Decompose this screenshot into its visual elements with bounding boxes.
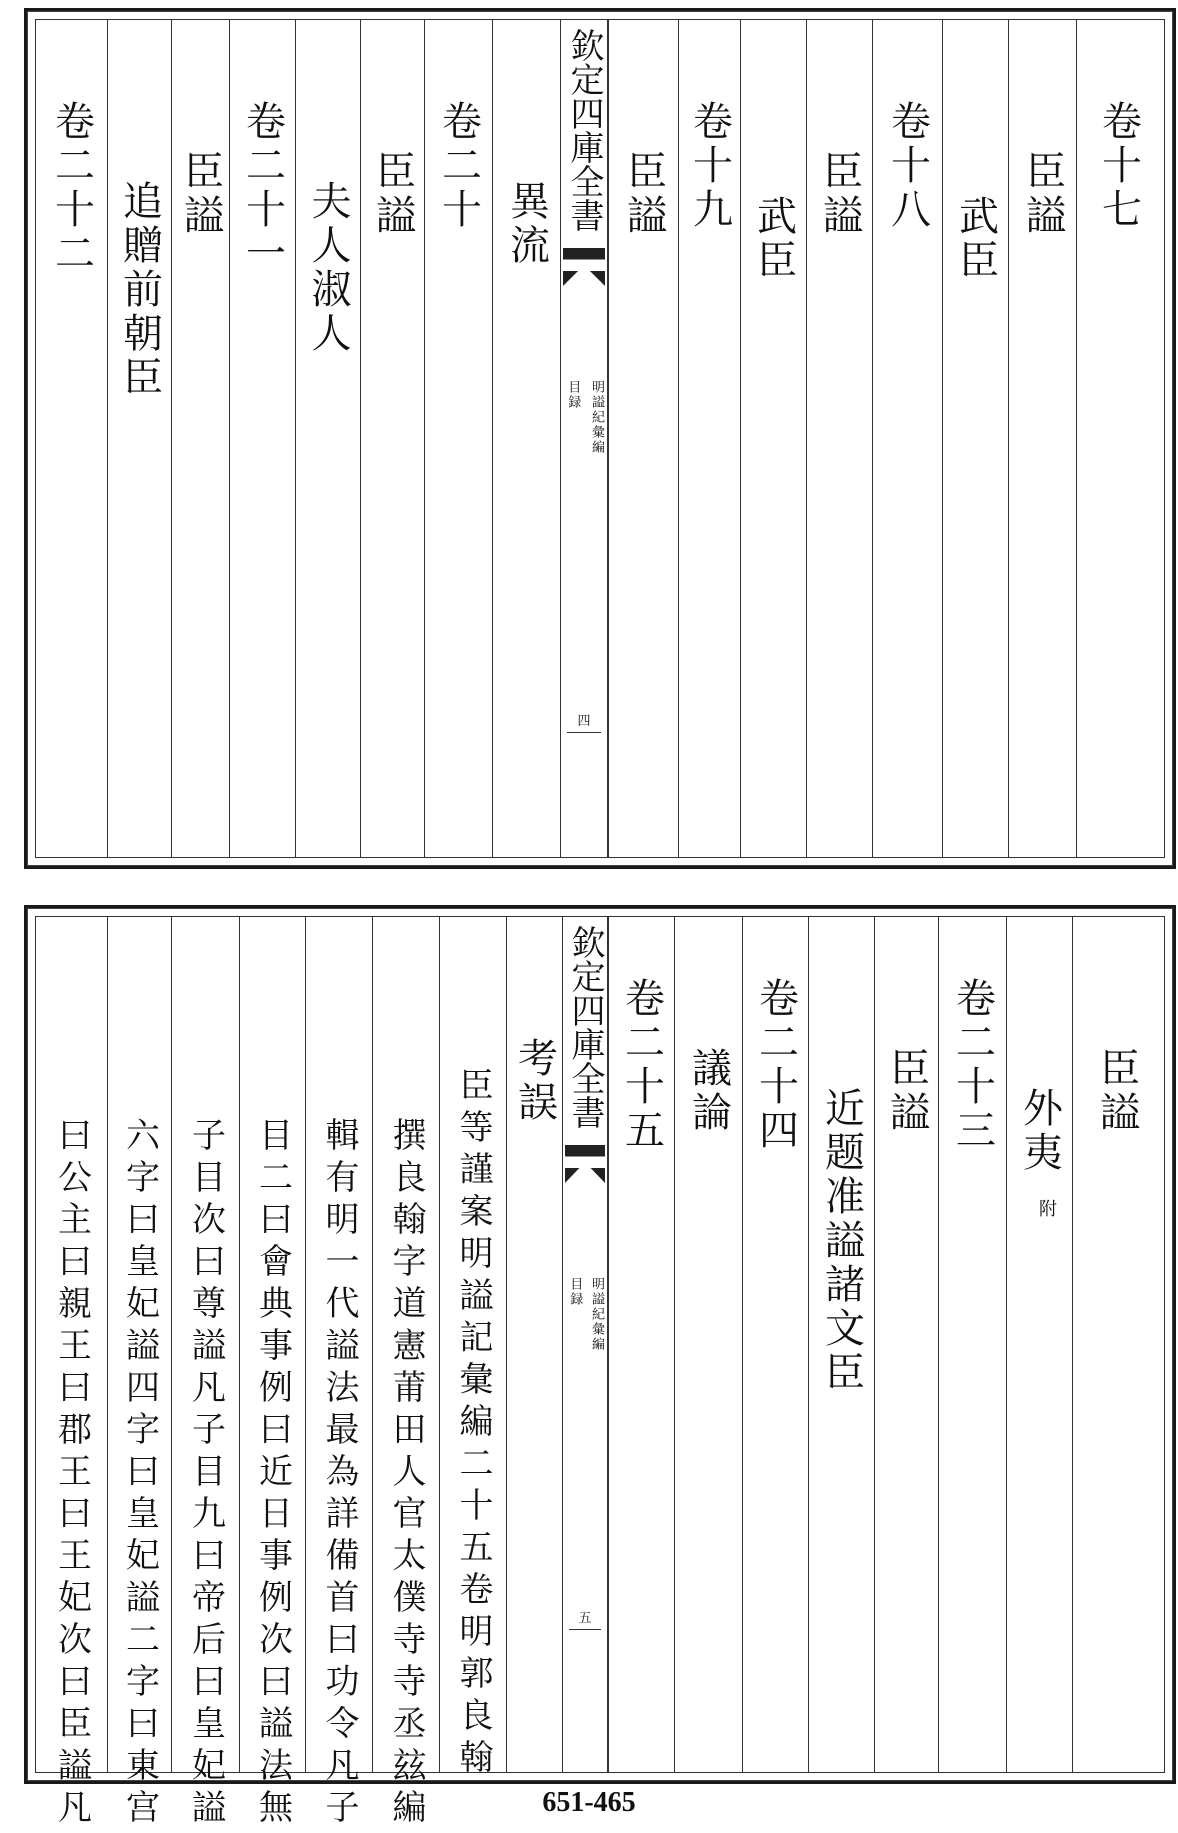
column [872, 20, 942, 857]
column-text: 曰公主曰親王曰郡王曰王妃次曰臣謚凡 [51, 1117, 92, 1831]
column [239, 917, 305, 1831]
column-text: 臣謚 [1093, 1047, 1140, 1135]
column-text: 追贈前朝臣 [116, 180, 163, 400]
column [424, 20, 492, 857]
column [372, 917, 439, 1831]
annotation-note: 附 [1036, 1199, 1057, 1217]
column [305, 917, 372, 1831]
column-text: 輯有明一代謚法最為詳備首曰功令凡子 [319, 1117, 359, 1831]
gutter-book-title: 明謚紀彙編 [589, 1277, 604, 1352]
gutter-divider [567, 732, 601, 733]
fish-tail-mark [565, 1145, 605, 1183]
column-text: 夫人淑人 [305, 180, 351, 356]
gutter-book-title: 明謚紀彙編 [589, 380, 604, 455]
column [229, 20, 295, 857]
column-text: 卷十八 [884, 100, 931, 232]
gutter-section: 目録 [567, 1277, 583, 1307]
fish-tail-mark [563, 248, 605, 286]
gutter-header: 欽定四庫全書 [564, 28, 604, 232]
column-text: 卷二十 [435, 100, 482, 232]
column-text: 卷十七 [1095, 100, 1142, 232]
column-text: 卷二十二 [48, 100, 95, 276]
column-text: 臣謚 [177, 150, 224, 238]
column-text: 卷二十三 [949, 977, 996, 1153]
top-page-frame [35, 19, 1165, 858]
column [808, 917, 874, 1772]
column [295, 20, 360, 857]
column-text: 臣謚 [620, 150, 667, 238]
column [36, 917, 107, 1831]
gutter-page-number: 五 [578, 1611, 592, 1626]
column [1072, 917, 1160, 1772]
column-text: 臣謚 [883, 1047, 930, 1135]
column-text: 卷二十四 [752, 977, 799, 1153]
column [439, 917, 506, 1781]
column [360, 20, 424, 857]
column-text: 卷十九 [686, 100, 733, 232]
column-text: 撰良翰字道憲莆田人官太僕寺寺丞玆編 [386, 1117, 426, 1831]
gutter-divider [569, 1629, 601, 1630]
column-text: 卷二十五 [618, 977, 665, 1153]
column [742, 917, 808, 1772]
column [1006, 917, 1072, 1772]
top-page [24, 8, 1176, 869]
center-gutter [560, 20, 608, 857]
column-text: 臣謚 [369, 150, 416, 238]
page-footer-number: 651-465 [542, 1787, 636, 1818]
column-text: 卷二十一 [239, 100, 286, 276]
column [674, 917, 742, 1772]
column-text: 臣謚 [816, 150, 863, 238]
column-text: 六字曰皇妃謚四字曰皇妃謚二字曰東宫 [119, 1117, 160, 1831]
column-text: 異流 [503, 180, 550, 268]
column [107, 20, 171, 857]
column [874, 917, 938, 1772]
column-text: 議論 [685, 1047, 732, 1135]
column-text: 考誤 [511, 1037, 558, 1125]
column [740, 20, 806, 857]
column [171, 917, 239, 1831]
column [506, 917, 562, 1772]
column-text: 子目次曰尊謚凡子目九曰帝后曰皇妃謚 [185, 1117, 226, 1831]
column [171, 20, 229, 857]
column [608, 917, 674, 1772]
gutter-page-number: 四 [577, 714, 591, 729]
column-text: 臣等謹案明謚記彙編二十五卷明郭良翰 [453, 1067, 493, 1781]
column [942, 20, 1008, 857]
column-text: 武臣 [952, 195, 999, 283]
column [1008, 20, 1076, 857]
column-text: 目二曰會典事例曰近日事例次曰謚法無 [252, 1117, 293, 1831]
column [678, 20, 740, 857]
column-text: 臣謚 [1019, 150, 1066, 238]
column-text: 外夷 [1016, 1087, 1063, 1175]
center-gutter [562, 917, 608, 1772]
column [938, 917, 1006, 1772]
gutter-section: 目録 [565, 380, 581, 410]
column [36, 20, 107, 857]
column [806, 20, 872, 857]
column [1076, 20, 1160, 857]
column-text: 武臣 [750, 195, 797, 283]
column [492, 20, 560, 857]
column [608, 20, 678, 857]
gutter-header: 欽定四庫全書 [565, 925, 605, 1129]
column [107, 917, 171, 1831]
column-text: 近题准謚諸文臣 [818, 1087, 865, 1395]
